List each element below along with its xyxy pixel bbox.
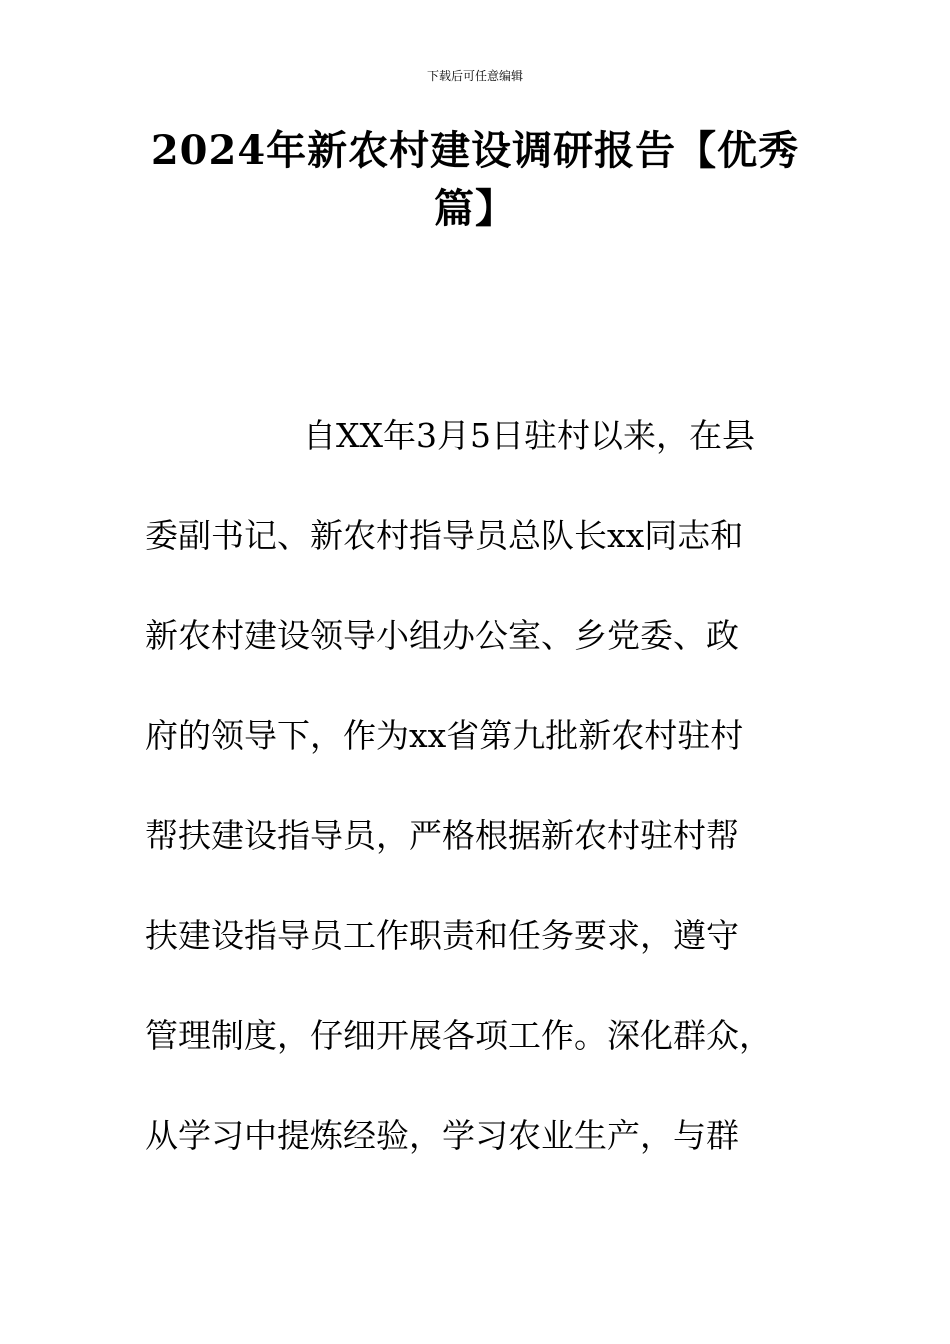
body-line: 新农村建设领导小组办公室、乡党委、政 — [145, 616, 739, 655]
header-note: 下载后可任意编辑 — [426, 69, 523, 83]
body-line: 管理制度，仔细开展各项工作。深化群众， — [145, 1016, 772, 1055]
body-line: 帮扶建设指导员，严格根据新农村驻村帮 — [145, 816, 739, 855]
body-paragraph — [145, 411, 805, 1211]
body-line: 从学习中提炼经验，学习农业生产，与群 — [145, 1116, 739, 1155]
body-line: 委副书记、新农村指导员总队长xx同志和 — [145, 516, 744, 555]
body-line: 府的领导下，作为xx省第九批新农村驻村 — [145, 716, 744, 755]
body-line: 扶建设指导员工作职责和任务要求，遵守 — [145, 916, 739, 955]
title-line: 2024年新农村建设调研报告【优秀 — [150, 127, 800, 174]
body-line: 自XX年3月5日驻村以来，在县 — [303, 416, 755, 455]
title-line: 篇】 — [434, 185, 516, 232]
document-title — [145, 122, 805, 238]
